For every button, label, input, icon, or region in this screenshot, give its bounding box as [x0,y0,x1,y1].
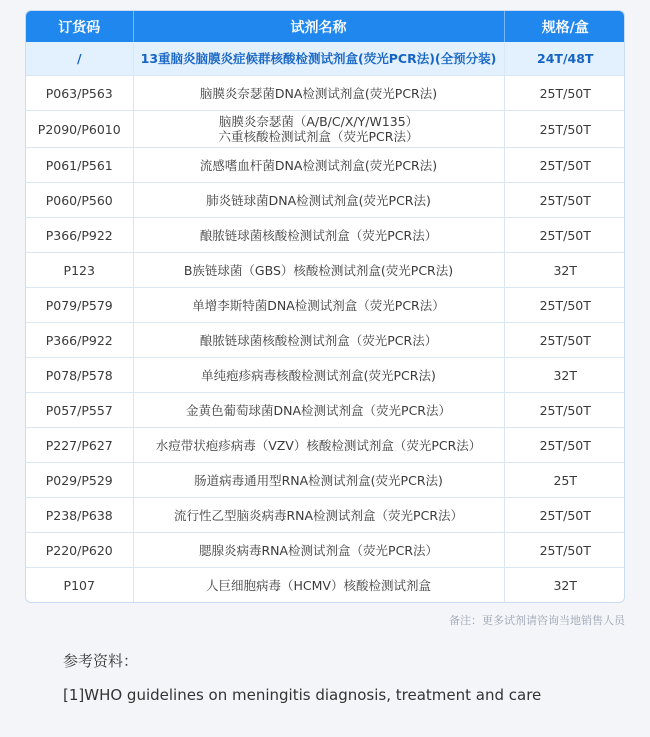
reagent-name-line: 肺炎链球菌DNA检测试剂盒(荧光PCR法) [206,192,431,208]
spec-cell: 25T/50T [504,393,625,428]
reagent-name-cell [133,323,504,358]
header-reagent-name: 试剂名称 [133,11,504,42]
table-row [26,148,625,183]
spec-cell: 32T [553,577,578,593]
table-row [26,498,625,533]
order-code-cell: P227/P627 [26,428,133,463]
reagent-name-line: 酿脓链球菌核酸检测试剂盒（荧光PCR法） [199,227,438,243]
reference-item: [1]WHO guidelines on meningitis diagnosis, treatment and care [63,686,542,704]
reagent-name-line: 肠道病毒通用型RNA检测试剂盒(荧光PCR法) [194,472,443,488]
reagent-name-cell [133,111,504,148]
table-row [26,76,625,111]
table-row [26,323,625,358]
reagent-name-cell [133,498,504,533]
order-code-cell: P061/P561 [26,148,133,183]
product-table-container [25,10,625,603]
spec-cell: 25T/50T [504,533,625,568]
spec-cell: 25T/50T [504,428,625,463]
table-row [26,358,625,393]
table-row [26,183,625,218]
reagent-name-line: 酿脓链球菌核酸检测试剂盒（荧光PCR法） [199,332,438,348]
table-row [26,288,625,323]
reagent-name-cell [133,288,504,323]
reagent-name-line: 流行性乙型脑炎病毒RNA检测试剂盒（荧光PCR法） [173,507,464,523]
table-row [26,42,625,76]
spec-cell: 25T/50T [504,498,625,533]
order-code-cell: P029/P529 [26,463,133,498]
references-title: 参考资料： [63,652,139,670]
reagent-name-cell [133,393,504,428]
spec-cell: 25T/50T [504,218,625,253]
footnote: 备注：更多试剂请咨询当地销售人员 [449,614,625,627]
table-row [26,393,625,428]
table-header-row [26,11,625,42]
reagent-name-line: 金黄色葡萄球菌DNA检测试剂盒（荧光PCR法） [186,402,451,418]
header-order-code: 订货码 [26,11,133,42]
table-row [26,463,625,498]
product-table [26,11,625,602]
spec-cell: 25T [504,463,625,498]
order-code-cell: / [26,42,133,76]
order-code-cell: P078/P578 [26,358,133,393]
spec-cell: 25T/50T [504,148,625,183]
reagent-name-line: 单增李斯特菌DNA检测试剂盒（荧光PCR法） [192,297,445,313]
spec-cell: 32T [504,253,625,288]
spec-cell: 25T/50T [504,111,625,148]
reagent-name-cell [133,463,504,498]
reagent-name-cell [133,428,504,463]
header-spec: 规格/盒 [504,11,625,42]
reagent-name-line: 流感嗜血杆菌DNA检测试剂盒(荧光PCR法) [199,157,438,173]
reagent-name-line: 六重核酸检测试剂盒（荧光PCR法） [218,129,419,144]
order-code-cell: P079/P579 [26,288,133,323]
reagent-name-cell [133,533,504,568]
table-row [26,533,625,568]
reagent-name-line: 腮腺炎病毒RNA检测试剂盒（荧光PCR法） [198,542,439,558]
reagent-name-cell [133,568,504,603]
table-body [26,42,625,602]
spec-cell: 25T/50T [504,183,625,218]
reagent-name-line: 水痘带状疱疹病毒（VZV）核酸检测试剂盒（荧光PCR法） [155,437,482,453]
order-code-cell: P057/P557 [26,393,133,428]
table-row [26,218,625,253]
table-row [26,111,625,148]
reagent-name-cell [133,358,504,393]
reagent-name-cell [133,183,504,218]
reagent-name-cell [133,42,504,76]
spec-cell: 24T/48T [504,42,625,76]
order-code-cell: P107 [26,568,133,603]
spec-cell: 25T/50T [504,323,625,358]
spec-cell: 25T/50T [504,76,625,111]
reagent-name-line: 人巨细胞病毒（HCMV）核酸检测试剂盒 [206,577,431,593]
order-code-cell: P2090/P6010 [26,111,133,148]
reagent-name-cell [133,148,504,183]
reagent-name-cell [133,76,504,111]
order-code-cell: P366/P922 [26,323,133,358]
reagent-name-cell [133,253,504,288]
order-code-cell: P063/P563 [26,76,133,111]
order-code-cell: P366/P922 [26,218,133,253]
reagent-name-line: B族链球菌（GBS）核酸检测试剂盒(荧光PCR法) [183,262,454,278]
table-row [26,568,625,603]
reagent-name-line: 脑膜炎奈瑟菌DNA检测试剂盒(荧光PCR法) [199,85,438,101]
table-row [26,428,625,463]
order-code-cell: P060/P560 [26,183,133,218]
spec-cell: 32T [504,358,625,393]
order-code-cell: P238/P638 [26,498,133,533]
reagent-name-line: 脑膜炎奈瑟菌（A/B/C/X/Y/W135） [218,114,419,129]
spec-cell: 25T/50T [504,288,625,323]
reagent-name-line: 13重脑炎脑膜炎症候群核酸检测试剂盒(荧光PCR法)(全预分装) [140,51,497,66]
table-row [26,253,625,288]
reagent-name-line: 单纯疱疹病毒核酸检测试剂盒(荧光PCR法) [201,367,436,383]
order-code-cell: P220/P620 [26,533,133,568]
order-code-cell: P123 [26,253,133,288]
reagent-name-cell [133,218,504,253]
